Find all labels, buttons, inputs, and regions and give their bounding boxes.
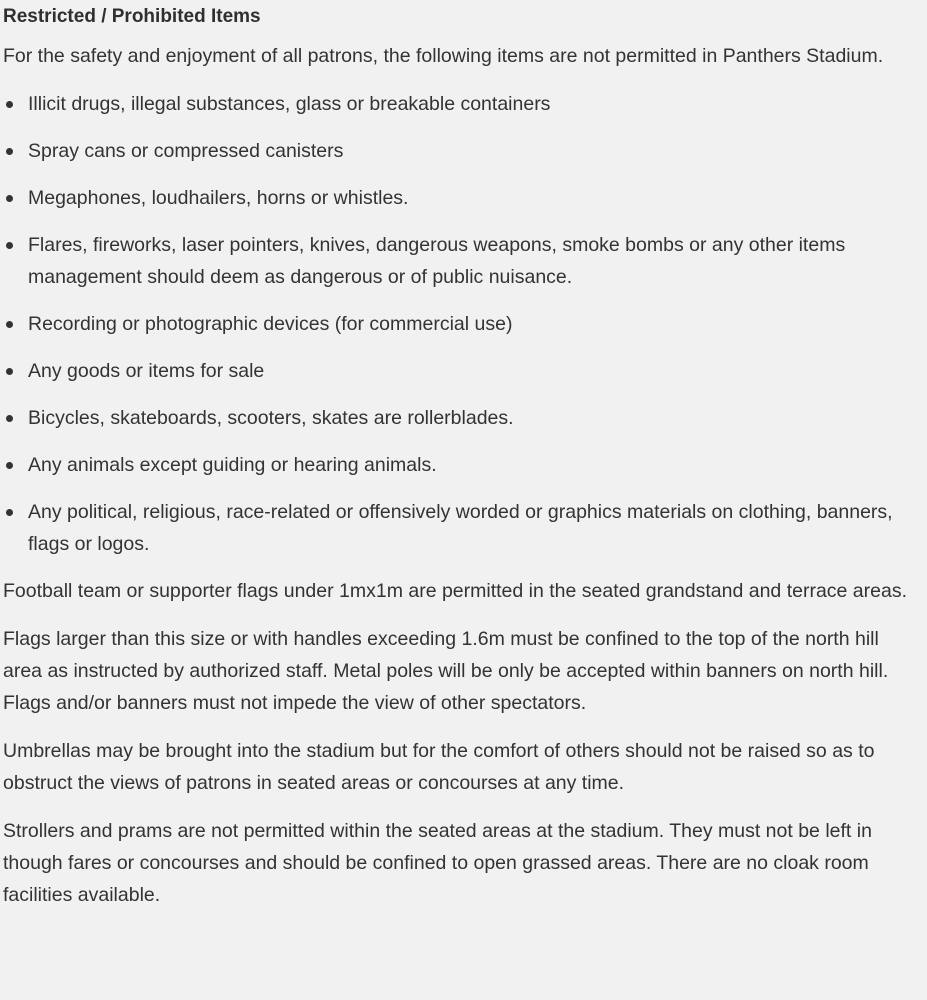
- list-item-text: Recording or photographic devices (for commercial use): [28, 313, 513, 335]
- list-item: [3, 182, 921, 214]
- list-item-text: Any goods or items for sale: [28, 360, 265, 382]
- strollers-paragraph: Strollers and prams are not permitted within the seated areas at the stadium. They must not be left in though fares or concourses and should be confined to open grassed areas. There are no cloak room facilities available.: [3, 820, 872, 906]
- bullet-icon: [6, 195, 13, 202]
- list-item: [3, 449, 921, 481]
- bullet-icon: [6, 242, 13, 249]
- list-item-text: Megaphones, loudhailers, horns or whistles.: [28, 187, 409, 209]
- list-item: [3, 135, 921, 167]
- list-item-text: Any political, religious, race-related or offensively worded or graphics materials on clothing, banners, flags or logos.: [28, 501, 893, 555]
- list-item-text: Bicycles, skateboards, scooters, skates are rollerblades.: [28, 407, 514, 429]
- list-item-text: Illicit drugs, illegal substances, glass or breakable containers: [28, 93, 551, 115]
- intro-paragraph: For the safety and enjoyment of all patrons, the following items are not permitted in Panthers Stadium.: [3, 45, 884, 67]
- bullet-icon: [6, 368, 13, 375]
- list-item-text: Any animals except guiding or hearing animals.: [28, 454, 437, 476]
- bullet-icon: [6, 101, 13, 108]
- umbrellas-paragraph: Umbrellas may be brought into the stadium but for the comfort of others should not be raised so as to obstruct the views of patrons in seated areas or concourses at any time.: [3, 740, 875, 794]
- bullet-icon: [6, 321, 13, 328]
- bullet-icon: [6, 148, 13, 155]
- list-item-text: Spray cans or compressed canisters: [28, 140, 344, 162]
- list-item: [3, 402, 921, 434]
- list-item: [3, 308, 921, 340]
- list-item: [3, 229, 921, 293]
- bullet-icon: [6, 462, 13, 469]
- bullet-icon: [6, 509, 13, 516]
- large-flags-paragraph: Flags larger than this size or with handles exceeding 1.6m must be confined to the top of the north hill area as instructed by authorized staff. Metal poles will be only be accepted within banners on north hill. Flags and/or banners must not impede the view of other spectators.: [3, 628, 889, 714]
- bullet-icon: [6, 415, 13, 422]
- flags-paragraph: Football team or supporter flags under 1mx1m are permitted in the seated grandstand and terrace areas.: [3, 580, 907, 602]
- list-item-text: Flares, fireworks, laser pointers, knives, dangerous weapons, smoke bombs or any other items management should deem as dangerous or of public nuisance.: [28, 234, 846, 288]
- list-item: [3, 496, 921, 560]
- section-heading: Restricted / Prohibited Items: [3, 6, 261, 27]
- list-item: [3, 88, 921, 120]
- list-item: [3, 355, 921, 387]
- prohibited-items-list: [3, 88, 921, 560]
